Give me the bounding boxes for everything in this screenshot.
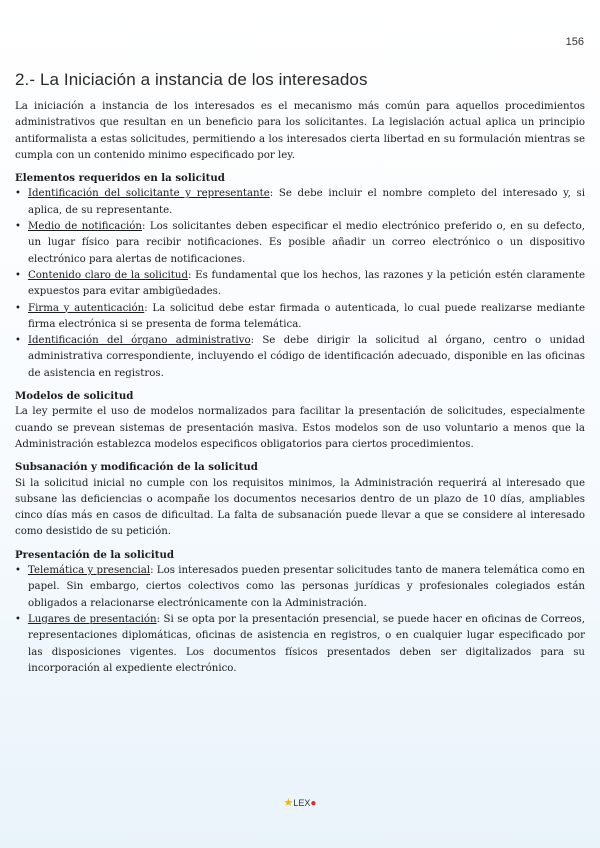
modelos-paragraph: La ley permite el uso de modelos normalizados para facilitar la presentación de solicitudes, especialmente cuando se prevean sistemas de presentación masiva. Estos modelos son de uso voluntario a menos que la Administración establezca modelos especificos obligatorios para ciertos procedimientos.	[15, 406, 585, 450]
list-item	[15, 268, 585, 301]
bullet-icon: •	[15, 188, 21, 200]
list-item-text: : Los solicitantes deben especificar el medio electrónico preferido o, en su defecto, un lugar físico para recibir notificaciones. Es posible añadir un correo electrónico o un dispositivo electrónico para alertas de notificaciones.	[28, 221, 585, 265]
presentacion-list	[15, 563, 585, 677]
bullet-icon: •	[15, 565, 21, 577]
list-item-term: Telemática y presencial	[28, 565, 151, 577]
list-item	[15, 563, 585, 612]
section-presentacion	[15, 547, 585, 677]
subsanacion-paragraph: Si la solicitud inicial no cumple con los requisitos minimos, la Administración requerirá al interesado que subsane las deficiencias o acompañe los documentos necesarios dentro de un plazo de 10 días, ampliables cinco días más en casos de dificultad. La falta de subsanación puede llevar a que se considere al interesado como desistido de su petición.	[15, 477, 585, 538]
list-item	[15, 612, 585, 677]
bullet-icon: •	[15, 613, 21, 625]
list-item-term: Contenido claro de la solicitud	[28, 269, 188, 281]
section-heading: Subsanación y modificación de la solicitud	[15, 461, 258, 474]
section-title: 2.- La Iniciación a instancia de los interesados	[15, 70, 368, 89]
section-heading: Modelos de solicitud	[15, 390, 134, 403]
footer-brand: LEX	[293, 798, 311, 808]
list-item-text: : Se debe incluir el nombre completo del interesado y, si aplica, de su representante.	[28, 188, 585, 216]
page-number: 156	[565, 36, 584, 48]
list-item-text: : Se debe dirigir la solicitud al órgano, centro o unidad administrativa correspondiente, incluyendo el código de identificación adecuado, disponible en las oficinas de asistencia en registros.	[28, 335, 585, 379]
list-item-text: : Es fundamental que los hechos, las razones y la petición estén claramente expuestos para evitar ambigüedades.	[28, 269, 585, 298]
list-item-term: Lugares de presentación	[28, 613, 157, 625]
list-item-term: Identificación del órgano administrativo	[28, 335, 251, 347]
bullet-icon: •	[15, 335, 21, 347]
list-item-term: Firma y autenticación	[28, 302, 145, 314]
list-item	[15, 219, 585, 268]
list-item-term: Medio de notificación	[28, 221, 142, 233]
section-heading: Presentación de la solicitud	[15, 548, 175, 561]
footer-logo	[0, 796, 600, 809]
list-item-term: Identificación del solicitante y representante	[28, 188, 270, 200]
list-item-text: : Si se opta por la presentación presencial, se puede hacer en oficinas de Correos, representaciones diplomáticas, oficinas de asistencia en registros, o en cualquier lugar especificado por las disposiciones vigentes. Los documentos físicos presentados deben ser digitalizados para su incorporación al expediente electrónico.	[28, 613, 585, 674]
document-body	[15, 70, 585, 677]
elementos-list	[15, 186, 585, 382]
star-icon: ★	[283, 797, 294, 809]
section-heading: Elementos requeridos en la solicitud	[15, 172, 225, 185]
bullet-icon: •	[15, 302, 21, 314]
list-item-text: : Los interesados pueden presentar solicitudes tanto de manera telemática como en papel. Sin embargo, ciertos colectivos como las personas jurídicas y profesionales colegiados están obligados a relacionarse electrónicamente con la Administración.	[28, 565, 585, 609]
section-modelos	[15, 388, 585, 453]
list-item	[15, 301, 585, 334]
section-elementos	[15, 170, 585, 382]
bullet-icon: •	[15, 221, 21, 233]
list-item	[15, 333, 585, 382]
intro-paragraph: La iniciación a instancia de los interesados es el mecanismo más común para aquellos procedimientos administrativos que resultan en un beneficio para los solicitantes. La legislación actual aplica un principio antiformalista a estas solicitudes, permitiendo a los interesados cierta libertad en su formulación mientras se cumpla con un contenido minimo especificado por ley.	[15, 101, 585, 161]
drop-icon: ●	[310, 798, 317, 809]
section-subsanacion	[15, 459, 585, 540]
list-item	[15, 186, 585, 219]
bullet-icon: •	[15, 269, 21, 281]
list-item-text: : La solicitud debe estar firmada o autenticada, lo cual puede realizarse mediante firma electrónica si se presenta de forma telemática.	[28, 302, 585, 330]
